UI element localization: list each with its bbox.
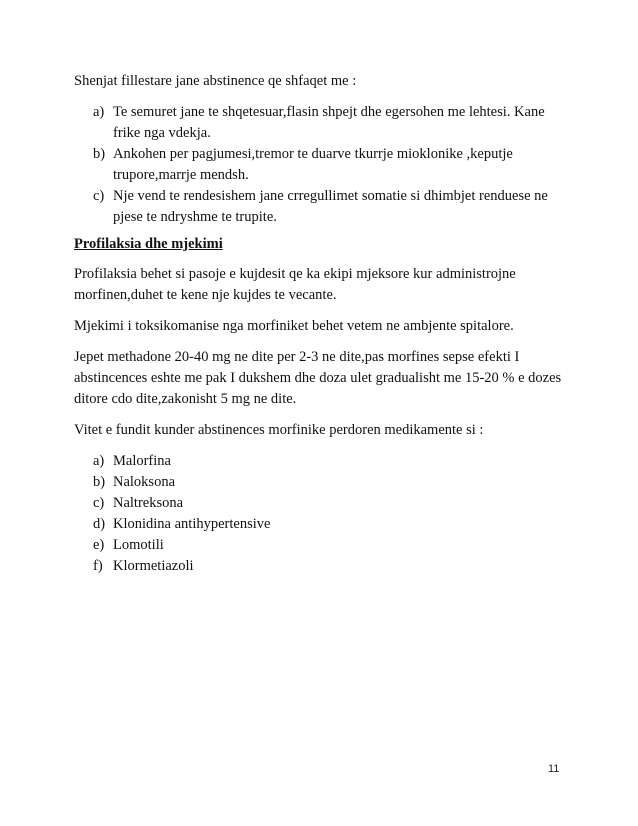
list-item [74,472,564,493]
list-item [74,186,564,228]
list-item [74,556,564,577]
list-item [74,144,564,186]
list-item [74,514,564,535]
list-item-text: Te semuret jane te shqetesuar,flasin shpejt dhe egersohen me lehtesi. Kane frike nga vdekja. [113,104,545,141]
list-item-text: Malorfina [113,453,171,469]
page-number: 11 [548,763,560,775]
list-item [74,451,564,472]
list-marker: e) [93,537,105,553]
section-heading: Profilaksia dhe mjekimi [74,236,223,252]
list-item-text: Ankohen per pagjumesi,tremor te duarve tkurrje mioklonike ,keputje trupore,marrje mendsh. [113,146,513,183]
list-item-text: Klormetiazoli [113,558,194,574]
paragraph: Profilaksia behet si pasoje e kujdesit qe ka ekipi mjeksore kur administrojne morfinen,duhet te kene nje kujdes te vecante. [74,266,516,303]
list-item [74,102,564,144]
page-content [74,71,564,583]
list-marker: d) [93,516,106,532]
list-marker: c) [93,495,105,511]
list-item [74,535,564,556]
list-marker: c) [93,188,105,204]
list-item-text: Naloksona [113,474,176,490]
list-marker: a) [93,453,105,469]
symptoms-list [74,102,564,228]
list-item [74,493,564,514]
list-marker: f) [93,558,103,574]
paragraph: Vitet e fundit kunder abstinences morfinike perdoren medikamente si : [74,422,484,438]
medications-list [74,451,564,577]
paragraph: Mjekimi i toksikomanise nga morfiniket behet vetem ne ambjente spitalore. [74,318,514,334]
list-marker: b) [93,474,106,490]
list-item-text: Lomotili [113,537,164,553]
list-item-text: Nje vend te rendesishem jane crregullimet somatie si dhimbjet renduese ne pjese te ndryshme te trupite. [113,188,548,225]
list-marker: b) [93,146,106,162]
list-item-text: Klonidina antihypertensive [113,516,271,532]
paragraph: Jepet methadone 20-40 mg ne dite per 2-3 ne dite,pas morfines sepse efekti I abstincences eshte me pak I dukshem dhe doza ulet gradualisht me 15-20 % e dozes ditore cdo dite,zakonisht 5 mg ne dite. [74,349,562,407]
list-marker: a) [93,104,105,120]
intro-text: Shenjat fillestare jane abstinence qe shfaqet me : [74,73,357,89]
list-item-text: Naltreksona [113,495,184,511]
